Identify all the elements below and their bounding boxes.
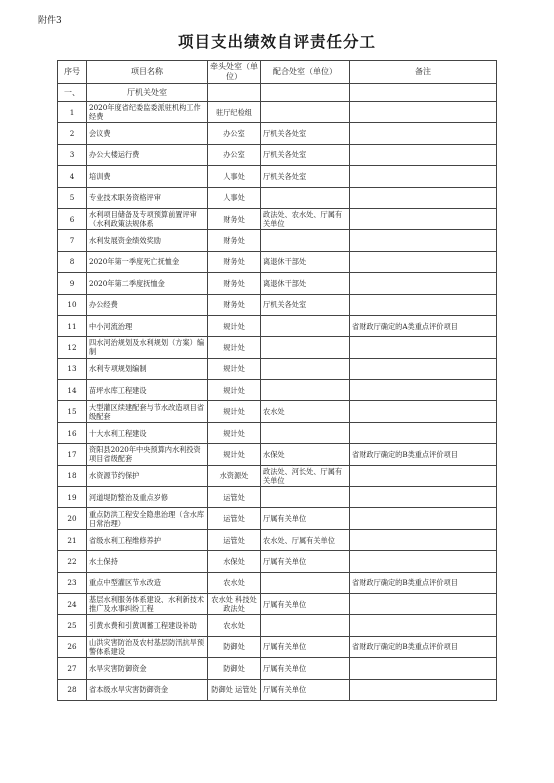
coop-dept: 厅属有关单位 bbox=[261, 551, 350, 572]
project-name: 培训费 bbox=[87, 166, 208, 187]
header-note: 备注 bbox=[350, 61, 497, 84]
section-empty-cell bbox=[350, 84, 497, 102]
project-name: 省本级水旱灾害防御资金 bbox=[87, 679, 208, 700]
table-row bbox=[58, 487, 497, 508]
coop-dept: 厅机关各处室 bbox=[261, 123, 350, 144]
section-name: 厅机关处室 bbox=[87, 84, 208, 102]
coop-dept: 政法处、河长处、厅属有关单位 bbox=[261, 465, 350, 486]
coop-dept: 厅属有关单位 bbox=[261, 593, 350, 614]
coop-dept bbox=[261, 315, 350, 336]
header-no: 序号 bbox=[58, 61, 87, 84]
coop-dept: 离退休干部处 bbox=[261, 251, 350, 272]
row-number: 11 bbox=[58, 315, 87, 336]
coop-dept: 厅属有关单位 bbox=[261, 679, 350, 700]
row-number: 10 bbox=[58, 294, 87, 315]
project-name: 省级水利工程维修养护 bbox=[87, 529, 208, 550]
lead-dept: 规计处 bbox=[208, 358, 261, 379]
coop-dept: 农水处、厅属有关单位 bbox=[261, 529, 350, 550]
table-row bbox=[58, 358, 497, 379]
section-row bbox=[58, 84, 497, 102]
coop-dept: 厅机关各处室 bbox=[261, 144, 350, 165]
coop-dept bbox=[261, 102, 350, 123]
row-number: 13 bbox=[58, 358, 87, 379]
lead-dept: 规计处 bbox=[208, 401, 261, 422]
row-number: 2 bbox=[58, 123, 87, 144]
lead-dept: 运管处 bbox=[208, 487, 261, 508]
lead-dept: 规计处 bbox=[208, 444, 261, 465]
coop-dept: 政法处、农水处、厅属有关单位 bbox=[261, 208, 350, 229]
note bbox=[350, 208, 497, 229]
lead-dept: 办公室 bbox=[208, 123, 261, 144]
row-number: 12 bbox=[58, 337, 87, 358]
header-coop-dept: 配合处室（单位） bbox=[261, 61, 350, 84]
table-row bbox=[58, 615, 497, 636]
project-name: 水利专项规划编制 bbox=[87, 358, 208, 379]
header-lead-dept: 牵头处室（单位） bbox=[208, 61, 261, 84]
table-row bbox=[58, 529, 497, 550]
coop-dept: 厅属有关单位 bbox=[261, 658, 350, 679]
coop-dept: 厅机关各处室 bbox=[261, 294, 350, 315]
table-row bbox=[58, 465, 497, 486]
project-name: 苗坪水库工程建设 bbox=[87, 380, 208, 401]
note bbox=[350, 422, 497, 443]
row-number: 21 bbox=[58, 529, 87, 550]
note bbox=[350, 294, 497, 315]
note bbox=[350, 251, 497, 272]
row-number: 6 bbox=[58, 208, 87, 229]
lead-dept: 规计处 bbox=[208, 422, 261, 443]
attachment-label: 附件3 bbox=[38, 16, 62, 26]
table-row bbox=[58, 102, 497, 123]
lead-dept: 水资源处 bbox=[208, 465, 261, 486]
table-header-row bbox=[58, 61, 497, 84]
lead-dept: 规计处 bbox=[208, 380, 261, 401]
note bbox=[350, 358, 497, 379]
coop-dept: 厅属有关单位 bbox=[261, 508, 350, 529]
coop-dept: 农水处 bbox=[261, 401, 350, 422]
lead-dept: 规计处 bbox=[208, 337, 261, 358]
coop-dept bbox=[261, 337, 350, 358]
project-name: 会议费 bbox=[87, 123, 208, 144]
row-number: 14 bbox=[58, 380, 87, 401]
lead-dept: 财务处 bbox=[208, 230, 261, 251]
row-number: 17 bbox=[58, 444, 87, 465]
project-name: 水资源节约保护 bbox=[87, 465, 208, 486]
table-row bbox=[58, 422, 497, 443]
note bbox=[350, 679, 497, 700]
lead-dept: 农水处 bbox=[208, 572, 261, 593]
lead-dept: 防御处 bbox=[208, 636, 261, 657]
table-row bbox=[58, 337, 497, 358]
project-name: 水旱灾害防御资金 bbox=[87, 658, 208, 679]
project-name: 水利项目储备及专项预算前置评审（水利政策法规体系 bbox=[87, 208, 208, 229]
row-number: 9 bbox=[58, 273, 87, 294]
note bbox=[350, 529, 497, 550]
table-row bbox=[58, 658, 497, 679]
row-number: 22 bbox=[58, 551, 87, 572]
note bbox=[350, 615, 497, 636]
row-number: 27 bbox=[58, 658, 87, 679]
table-row bbox=[58, 166, 497, 187]
responsibility-table bbox=[57, 60, 497, 701]
project-name: 大型灌区续建配套与节水改造项目省级配套 bbox=[87, 401, 208, 422]
lead-dept: 运管处 bbox=[208, 508, 261, 529]
project-name: 2020年度省纪委监委派驻机构工作经费 bbox=[87, 102, 208, 123]
coop-dept bbox=[261, 487, 350, 508]
table-row bbox=[58, 273, 497, 294]
lead-dept: 人事处 bbox=[208, 187, 261, 208]
coop-dept: 厅机关各处室 bbox=[261, 166, 350, 187]
lead-dept: 财务处 bbox=[208, 294, 261, 315]
lead-dept: 运管处 bbox=[208, 529, 261, 550]
note bbox=[350, 187, 497, 208]
note: 省财政厅确定的B类重点评价项目 bbox=[350, 572, 497, 593]
table-row bbox=[58, 187, 497, 208]
header-project-name: 项目名称 bbox=[87, 61, 208, 84]
coop-dept bbox=[261, 380, 350, 401]
project-name: 中小河流治理 bbox=[87, 315, 208, 336]
project-name: 水利发展资金绩效奖励 bbox=[87, 230, 208, 251]
note bbox=[350, 593, 497, 614]
project-name: 山洪灾害防治及农村基层防汛抗旱预警体系建设 bbox=[87, 636, 208, 657]
project-name: 办公大楼运行费 bbox=[87, 144, 208, 165]
row-number: 16 bbox=[58, 422, 87, 443]
row-number: 5 bbox=[58, 187, 87, 208]
lead-dept: 财务处 bbox=[208, 208, 261, 229]
project-name: 资阳县2020年中央预算内水利投资项目省级配套 bbox=[87, 444, 208, 465]
note bbox=[350, 166, 497, 187]
table-row bbox=[58, 572, 497, 593]
table-row bbox=[58, 508, 497, 529]
lead-dept: 办公室 bbox=[208, 144, 261, 165]
coop-dept: 离退休干部处 bbox=[261, 273, 350, 294]
lead-dept: 防御处 运管处 bbox=[208, 679, 261, 700]
section-number: 一、 bbox=[58, 84, 87, 102]
project-name: 十大水利工程建设 bbox=[87, 422, 208, 443]
note bbox=[350, 658, 497, 679]
lead-dept: 农水处 bbox=[208, 615, 261, 636]
lead-dept: 人事处 bbox=[208, 166, 261, 187]
project-name: 重点中型灌区节水改造 bbox=[87, 572, 208, 593]
note bbox=[350, 465, 497, 486]
row-number: 20 bbox=[58, 508, 87, 529]
table-row bbox=[58, 679, 497, 700]
lead-dept: 防御处 bbox=[208, 658, 261, 679]
row-number: 8 bbox=[58, 251, 87, 272]
row-number: 3 bbox=[58, 144, 87, 165]
note: 省财政厅确定的B类重点评价项目 bbox=[350, 444, 497, 465]
table-row bbox=[58, 294, 497, 315]
table-row bbox=[58, 208, 497, 229]
row-number: 26 bbox=[58, 636, 87, 657]
table-row bbox=[58, 315, 497, 336]
table-row bbox=[58, 123, 497, 144]
note bbox=[350, 508, 497, 529]
project-name: 基层水利服务体系建设、水利新技术推广及水事纠纷工程 bbox=[87, 593, 208, 614]
note: 省财政厅确定的B类重点评价项目 bbox=[350, 636, 497, 657]
note bbox=[350, 487, 497, 508]
coop-dept bbox=[261, 422, 350, 443]
note: 省财政厅确定的A类重点评价项目 bbox=[350, 315, 497, 336]
project-name: 2020年第二季度抚恤金 bbox=[87, 273, 208, 294]
coop-dept bbox=[261, 187, 350, 208]
section-empty-cell bbox=[261, 84, 350, 102]
coop-dept bbox=[261, 358, 350, 379]
project-name: 水土保持 bbox=[87, 551, 208, 572]
note bbox=[350, 337, 497, 358]
note bbox=[350, 551, 497, 572]
lead-dept: 规计处 bbox=[208, 315, 261, 336]
project-name: 专业技术职务资格评审 bbox=[87, 187, 208, 208]
table-row bbox=[58, 144, 497, 165]
project-name: 河道堤防整治及重点岁修 bbox=[87, 487, 208, 508]
table-row bbox=[58, 444, 497, 465]
coop-dept bbox=[261, 572, 350, 593]
row-number: 23 bbox=[58, 572, 87, 593]
note bbox=[350, 273, 497, 294]
table-row bbox=[58, 401, 497, 422]
project-name: 办公经费 bbox=[87, 294, 208, 315]
coop-dept: 厅属有关单位 bbox=[261, 636, 350, 657]
coop-dept bbox=[261, 230, 350, 251]
table-row bbox=[58, 636, 497, 657]
table-row bbox=[58, 551, 497, 572]
row-number: 25 bbox=[58, 615, 87, 636]
coop-dept bbox=[261, 615, 350, 636]
row-number: 15 bbox=[58, 401, 87, 422]
project-name: 重点防洪工程安全隐患治理（含水库日常治理） bbox=[87, 508, 208, 529]
section-empty-cell bbox=[208, 84, 261, 102]
coop-dept: 水保处 bbox=[261, 444, 350, 465]
table-row bbox=[58, 593, 497, 614]
table-row bbox=[58, 380, 497, 401]
note bbox=[350, 123, 497, 144]
project-name: 四水河治规划及水利规划（方案）编制 bbox=[87, 337, 208, 358]
lead-dept: 驻厅纪检组 bbox=[208, 102, 261, 123]
project-name: 2020年第一季度死亡抚恤金 bbox=[87, 251, 208, 272]
row-number: 1 bbox=[58, 102, 87, 123]
row-number: 19 bbox=[58, 487, 87, 508]
note bbox=[350, 144, 497, 165]
lead-dept: 财务处 bbox=[208, 273, 261, 294]
table-row bbox=[58, 230, 497, 251]
row-number: 28 bbox=[58, 679, 87, 700]
lead-dept: 水保处 bbox=[208, 551, 261, 572]
lead-dept: 财务处 bbox=[208, 251, 261, 272]
row-number: 18 bbox=[58, 465, 87, 486]
note bbox=[350, 401, 497, 422]
project-name: 引黄水费和引黄调蓄工程建设补助 bbox=[87, 615, 208, 636]
row-number: 24 bbox=[58, 593, 87, 614]
note bbox=[350, 230, 497, 251]
note bbox=[350, 380, 497, 401]
page-title: 项目支出绩效自评责任分工 bbox=[177, 32, 376, 51]
table-row bbox=[58, 251, 497, 272]
row-number: 7 bbox=[58, 230, 87, 251]
lead-dept: 农水处 科技处 政法处 bbox=[208, 593, 261, 614]
row-number: 4 bbox=[58, 166, 87, 187]
note bbox=[350, 102, 497, 123]
